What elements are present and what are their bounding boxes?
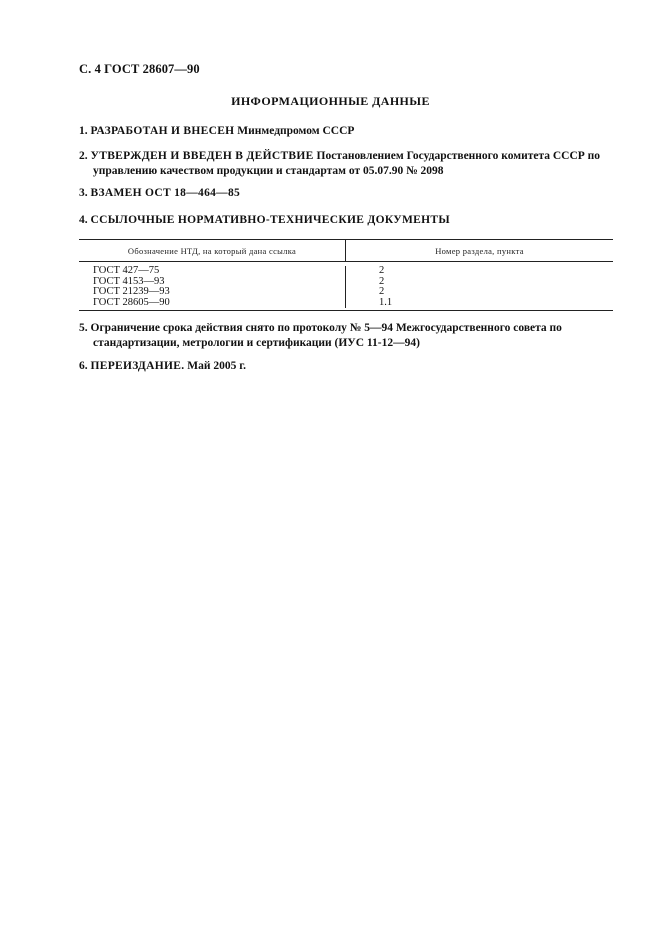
table-cell-document: ГОСТ 427—75: [93, 265, 160, 276]
item-lead: ВЗАМЕН ОСТ 18—464—85: [90, 187, 241, 199]
table-cell-section: 2: [379, 286, 385, 297]
item-text: Постановлением Государственного комитета СССР по: [316, 150, 601, 162]
info-item-2: [79, 149, 615, 179]
info-item-1: [79, 124, 615, 139]
info-item-5: [79, 321, 615, 351]
table-cell-section: 2: [379, 275, 385, 287]
column-header-section: Номер раздела, пункта: [435, 245, 524, 256]
item-number: 5.: [79, 322, 88, 334]
table-cell-document: ГОСТ 4153—93: [93, 275, 165, 287]
table-cell-section: 1.1: [379, 296, 393, 308]
item-text: Минмедпромом СССР: [237, 125, 355, 137]
reference-documents-table: [79, 239, 613, 311]
table-cell-section: 2: [379, 265, 385, 276]
table-cell-document: ГОСТ 21239—93: [93, 286, 170, 297]
item-number: 1.: [79, 125, 88, 137]
item-number: 3.: [79, 187, 88, 199]
item-number: 4.: [79, 214, 88, 226]
info-item-4: [79, 213, 615, 228]
document-column: [79, 266, 346, 308]
section-column: [346, 266, 613, 308]
table-cell-document: ГОСТ 28605—90: [93, 296, 170, 308]
item-number: 2.: [79, 150, 88, 162]
table-body: [79, 262, 613, 310]
item-text: Май 2005 г.: [187, 360, 247, 372]
item-text-continued: управлению качеством продукции и стандартам от 05.07.90 № 2098: [93, 165, 444, 177]
item-text-continued: стандартизации, метрологии и сертификации (ИУС 11-12—94): [93, 337, 420, 349]
section-title: ИНФОРМАЦИОННЫЕ ДАННЫЕ: [231, 94, 430, 108]
column-header-document: Обозначение НТД, на который дана ссылка: [79, 240, 346, 261]
item-lead: УТВЕРЖДЕН И ВВЕДЕН В ДЕЙСТВИЕ: [90, 150, 314, 162]
item-number: 6.: [79, 360, 88, 372]
item-text: Ограничение срока действия снято по протоколу № 5—94 Межгосударственного совета по: [90, 322, 562, 334]
item-lead: ССЫЛОЧНЫЕ НОРМАТИВНО-ТЕХНИЧЕСКИЕ ДОКУМЕНТЫ: [90, 214, 450, 226]
page-header: С. 4 ГОСТ 28607—90: [79, 62, 200, 76]
table-header-row: [79, 240, 613, 262]
item-lead: ПЕРЕИЗДАНИЕ.: [90, 360, 185, 372]
info-item-6: [79, 359, 615, 374]
item-lead: РАЗРАБОТАН И ВНЕСЕН: [90, 125, 235, 137]
info-item-3: [79, 186, 615, 201]
